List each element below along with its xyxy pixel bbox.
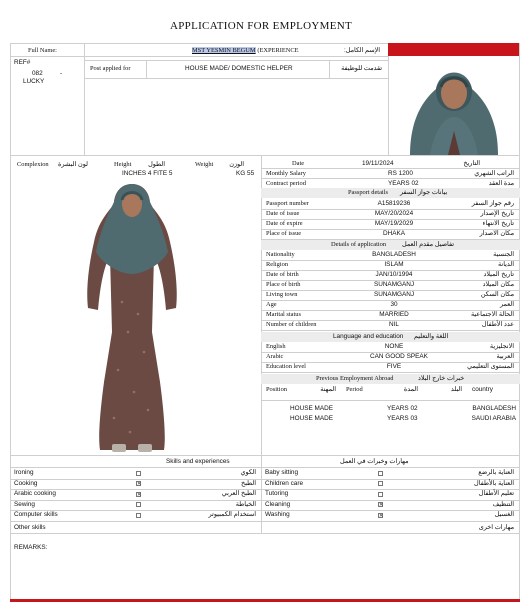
rule bbox=[10, 43, 11, 155]
full-name-text: MST YESMIN BEGUM bbox=[192, 47, 256, 54]
passport-field-value: MAY/20/2024 bbox=[374, 210, 414, 217]
accent-bar-top bbox=[388, 43, 520, 56]
application-field-label: Age bbox=[266, 301, 277, 308]
application-field-label: Place of birth bbox=[266, 281, 301, 288]
skill-label-ar: العناية بالرضع bbox=[478, 469, 514, 476]
application-field-label-ar: مكان الميلاد bbox=[482, 281, 514, 288]
language-field-value: CAN GOOD SPEAK bbox=[370, 353, 428, 360]
previous-position: HOUSE MADE bbox=[290, 405, 333, 412]
headshot-photo bbox=[400, 61, 508, 155]
skill-label-ar: الكوي bbox=[240, 469, 256, 476]
passport-header-ar: بيانات جواز السفر bbox=[400, 189, 448, 196]
language-field-value: FIVE bbox=[386, 363, 402, 370]
date-label-ar: التاريخ bbox=[463, 160, 480, 167]
skills-header-ar: مهارات وخبرات في العمل bbox=[340, 458, 409, 465]
rule bbox=[519, 155, 520, 455]
post-label-ar: تقدمت للوظيفة bbox=[341, 65, 382, 72]
application-field-label-ar: الجنسية bbox=[493, 251, 514, 258]
skill-label: Computer skills bbox=[14, 511, 58, 518]
previous-header: Previous Employment Abroad bbox=[316, 375, 394, 382]
application-field-label: Nationality bbox=[266, 251, 295, 258]
rule bbox=[10, 533, 520, 534]
rule bbox=[261, 178, 520, 179]
language-header: Language and education bbox=[333, 333, 404, 340]
application-field-label-ar: العمر bbox=[499, 301, 514, 308]
skill-label: Baby sitting bbox=[265, 469, 299, 476]
application-field-label-ar: مكان السكن bbox=[480, 291, 514, 298]
date-value: 19/11/2024 bbox=[362, 160, 394, 167]
rule bbox=[10, 467, 520, 468]
rule bbox=[519, 455, 520, 599]
col-position: Position bbox=[266, 386, 287, 393]
previous-period: YEARS 03 bbox=[387, 415, 418, 422]
skill-label-ar: التنظيف bbox=[492, 500, 514, 508]
application-header: Details of application bbox=[331, 241, 387, 248]
rule bbox=[10, 455, 520, 456]
previous-position: HOUSE MADE bbox=[290, 415, 333, 422]
col-period: Period bbox=[346, 386, 363, 393]
skill-label: Cleaning bbox=[265, 500, 291, 508]
passport-field-label: Place of issue bbox=[266, 230, 302, 237]
language-field-label: Education level bbox=[266, 363, 306, 370]
application-field-label-ar: عدد الأطفال bbox=[481, 321, 514, 328]
application-field-value: BANGLADESH bbox=[372, 251, 416, 258]
previous-period: YEARS 02 bbox=[387, 405, 418, 412]
row-rule bbox=[261, 521, 520, 522]
passport-field-label: Date of expire bbox=[266, 220, 303, 227]
full-name-value[interactable] bbox=[192, 47, 299, 55]
salary-value: RS 1200 bbox=[388, 170, 413, 177]
weight-label: Weight bbox=[195, 161, 214, 168]
ref-office: LUCKY bbox=[23, 78, 45, 85]
skill-checkbox[interactable] bbox=[136, 502, 141, 507]
full-name-label-ar: الإسم الكامل: bbox=[343, 47, 380, 54]
contract-label: Contract period bbox=[266, 180, 306, 187]
full-name-label: Full Name: bbox=[28, 47, 57, 54]
skill-label: Cooking bbox=[14, 479, 38, 487]
application-field-label-ar: تاريخ الميلاد bbox=[483, 271, 514, 278]
other-skills-label: Other skills bbox=[14, 524, 46, 531]
skill-checkbox[interactable]: ✕ bbox=[137, 491, 142, 498]
col-period-ar: المدة bbox=[403, 386, 418, 393]
rule bbox=[261, 400, 520, 401]
skill-checkbox[interactable]: ✕ bbox=[379, 512, 384, 519]
ref-label: REF# bbox=[14, 59, 31, 66]
skill-label-ar: استخدام الكمبيوتر bbox=[208, 511, 256, 518]
salary-label-ar: الراتب الشهري bbox=[474, 170, 514, 177]
skill-checkbox[interactable] bbox=[136, 471, 141, 476]
skill-label: Children care bbox=[265, 479, 304, 487]
application-field-value: ISLAM bbox=[384, 261, 404, 268]
application-field-value: MARRIED bbox=[379, 311, 409, 318]
ref-dash: - bbox=[60, 70, 63, 77]
rule bbox=[10, 56, 388, 57]
rule bbox=[10, 455, 11, 599]
application-field-label-ar: الديانة bbox=[497, 261, 514, 268]
skill-label-ar: الخياطة bbox=[235, 500, 256, 508]
skill-label: Sewing bbox=[14, 500, 35, 508]
language-field-label-ar: الانجليزية bbox=[489, 343, 514, 350]
skill-checkbox[interactable] bbox=[378, 481, 383, 486]
application-field-value: NIL bbox=[389, 321, 399, 328]
skill-label-ar: الطبخ العربي bbox=[221, 490, 256, 497]
row-rule bbox=[261, 372, 520, 373]
post-value: HOUSE MADE/ DOMESTIC HELPER bbox=[185, 65, 293, 72]
skill-checkbox[interactable]: ✕ bbox=[137, 481, 142, 487]
height-label: Height bbox=[114, 161, 132, 168]
full-body-photo bbox=[82, 182, 182, 456]
document-title: APPLICATION FOR EMPLOYMENT bbox=[170, 20, 352, 32]
language-field-label: Arabic bbox=[266, 353, 284, 360]
complexion-label: Complexion bbox=[17, 161, 49, 168]
contract-label-ar: مدة العقد bbox=[488, 180, 514, 187]
rule bbox=[84, 78, 388, 79]
language-field-value: NONE bbox=[384, 343, 404, 350]
language-field-label-ar: المستوى التعليمي bbox=[467, 363, 514, 370]
passport-header: Passport details bbox=[348, 189, 388, 196]
accent-bar-bottom bbox=[10, 599, 520, 602]
passport-header-bg bbox=[261, 188, 520, 198]
full-name-suffix: (EXPERIENCE bbox=[257, 47, 299, 54]
passport-field-value: MAY/19/2029 bbox=[374, 220, 414, 227]
application-field-label-ar: الحالة الاجتماعية bbox=[470, 311, 514, 318]
skill-label: Ironing bbox=[14, 469, 34, 476]
other-skills-label-ar: مهارات اخرى bbox=[478, 524, 514, 531]
language-header-ar: اللغة والتعليم bbox=[414, 333, 449, 340]
previous-header-ar: خبرات خارج البلاد bbox=[418, 375, 465, 382]
rule bbox=[261, 168, 520, 169]
rule bbox=[146, 60, 147, 78]
weight-label-ar: الوزن bbox=[229, 161, 244, 168]
passport-field-label-ar: تاريخ الانتهاء bbox=[482, 220, 514, 227]
rule bbox=[388, 56, 389, 155]
weight-value: KG 55 bbox=[236, 170, 255, 177]
skill-label-ar: تعليم الأطفال bbox=[478, 490, 514, 497]
application-field-label: Marital status bbox=[266, 311, 301, 318]
skill-checkbox[interactable] bbox=[136, 513, 141, 518]
skill-label-ar: الطبخ bbox=[240, 479, 256, 487]
ref-number: 082 bbox=[32, 70, 43, 77]
rule bbox=[519, 43, 520, 155]
row-rule bbox=[10, 521, 261, 522]
post-label: Post applied for bbox=[90, 65, 131, 72]
skill-checkbox[interactable] bbox=[378, 492, 383, 497]
passport-field-label-ar: رقم جواز السفر bbox=[471, 200, 514, 207]
passport-field-value: DHAKA bbox=[382, 230, 406, 237]
contract-value: YEARS 02 bbox=[388, 180, 419, 187]
row-rule bbox=[261, 330, 520, 331]
application-field-value: 30 bbox=[390, 301, 398, 308]
passport-field-label-ar: تاريخ الإصدار bbox=[480, 210, 514, 217]
skill-checkbox[interactable]: ✕ bbox=[379, 502, 384, 508]
skill-label: Arabic cooking bbox=[14, 490, 56, 497]
rule bbox=[10, 155, 520, 156]
skill-label: Tutoring bbox=[265, 490, 289, 497]
passport-field-value: A15819236 bbox=[377, 200, 411, 207]
skill-label-ar: العناية بالأطفال bbox=[474, 479, 514, 487]
application-field-label: Living town bbox=[266, 291, 298, 298]
application-header-ar: تفاصيل مقدم العمل bbox=[402, 241, 455, 248]
rule bbox=[261, 155, 262, 455]
application-field-value: JAN/10/1994 bbox=[375, 271, 413, 278]
col-position-ar: المهنة bbox=[320, 386, 336, 393]
passport-field-label: Passport number bbox=[266, 200, 309, 207]
language-field-label: English bbox=[266, 343, 286, 350]
complexion-label-ar: لون البشرة bbox=[58, 161, 88, 168]
remarks-label: REMARKS: bbox=[14, 544, 48, 551]
rule bbox=[84, 60, 388, 61]
application-field-label: Date of birth bbox=[266, 271, 299, 278]
height-label-ar: الطول bbox=[148, 161, 165, 168]
salary-label: Monthly Salary bbox=[266, 170, 306, 177]
previous-country: SAUDI ARABIA bbox=[471, 415, 516, 422]
skill-checkbox[interactable] bbox=[378, 471, 383, 476]
skill-label: Washing bbox=[265, 511, 290, 518]
height-value: INCHES 4 FITE 5 bbox=[122, 170, 173, 177]
rule bbox=[10, 155, 11, 455]
application-header-bg bbox=[261, 240, 520, 250]
date-label: Date bbox=[292, 160, 305, 167]
col-country-ar: البلد bbox=[450, 386, 462, 393]
application-field-value: SUNAMGANJ bbox=[373, 291, 415, 298]
passport-field-label: Date of issue bbox=[266, 210, 300, 217]
col-country: country bbox=[472, 386, 493, 393]
previous-country: BANGLADESH bbox=[472, 405, 516, 412]
skills-header: Skills and experiences bbox=[166, 458, 230, 465]
application-field-label: Number of children bbox=[266, 321, 317, 328]
application-field-label: Religion bbox=[266, 261, 289, 268]
skill-label-ar: الغسيل bbox=[494, 511, 514, 518]
application-field-value: SUNAMGANJ bbox=[373, 281, 415, 288]
language-field-label-ar: العربية bbox=[496, 353, 514, 360]
passport-field-label-ar: مكان الاصدار bbox=[479, 230, 514, 237]
row-rule bbox=[261, 239, 520, 240]
